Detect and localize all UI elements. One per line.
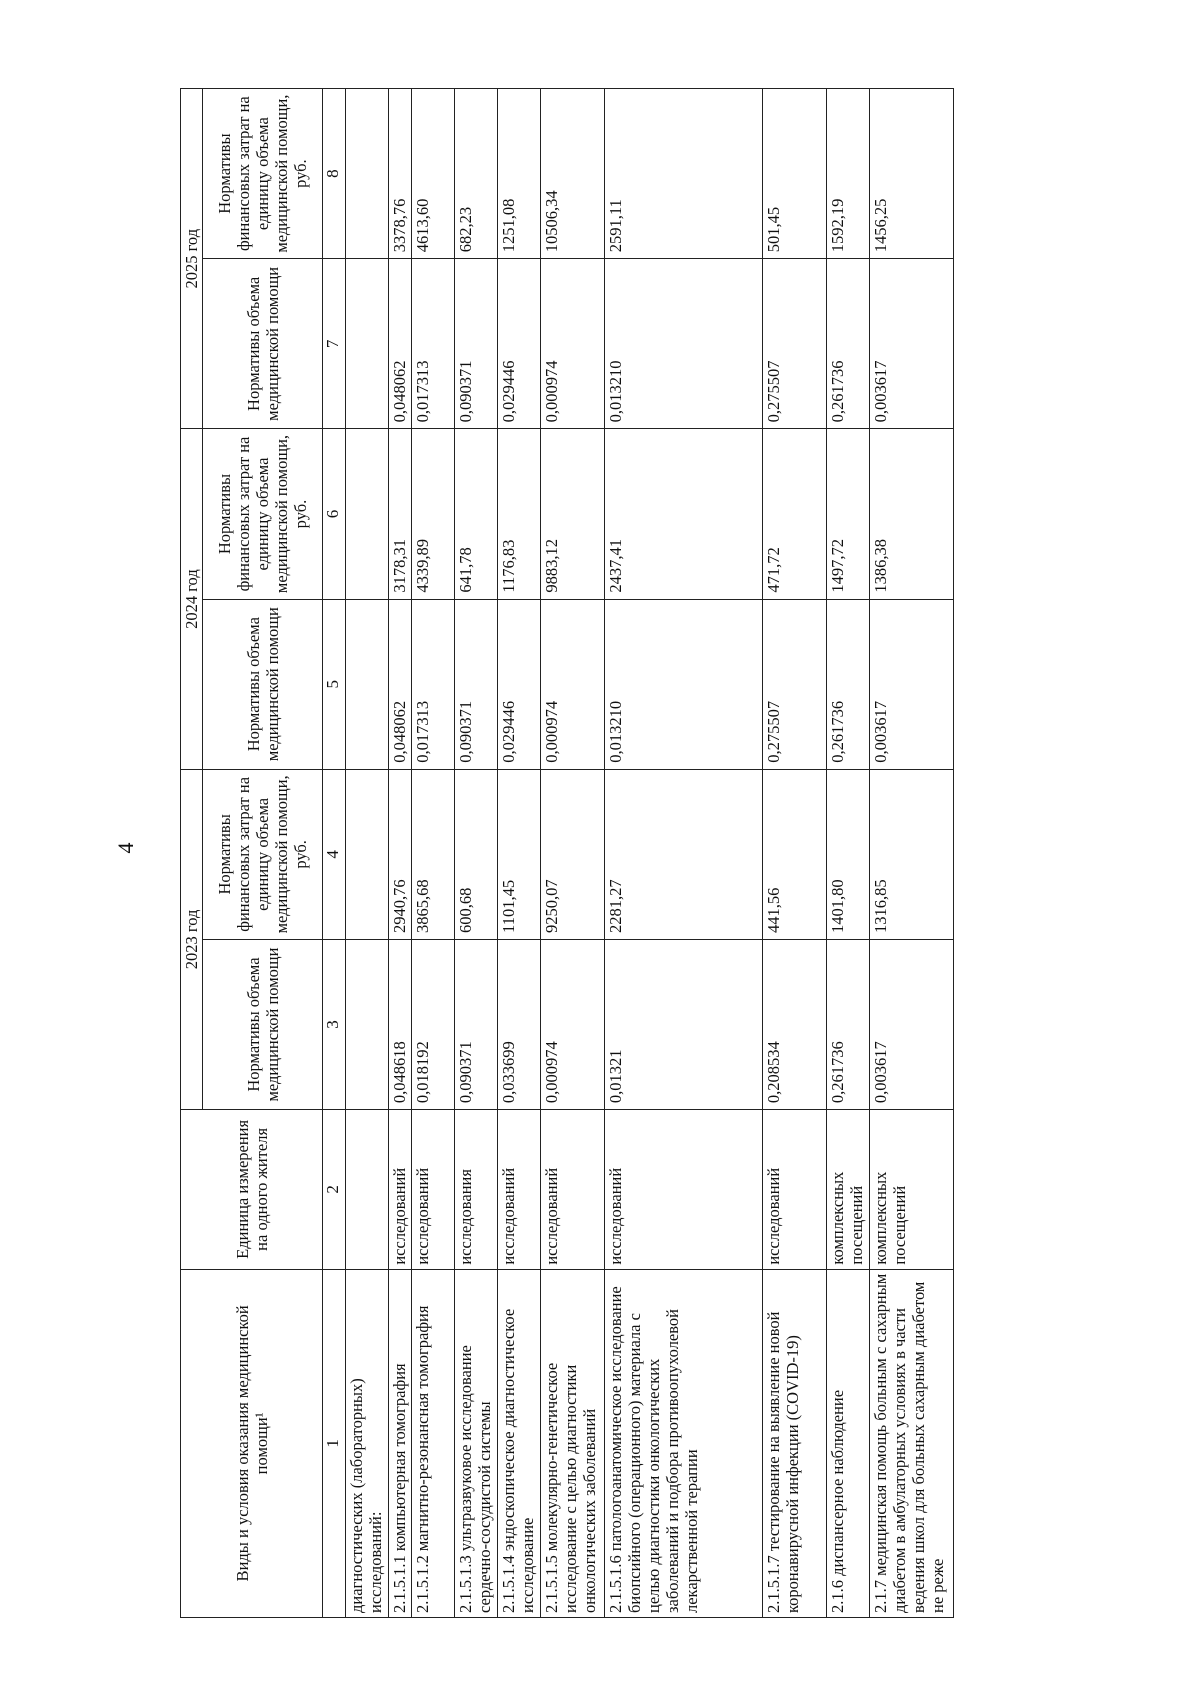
- volume-2025-cell: 0,000974: [541, 259, 605, 429]
- volume-2025-cell: 0,029446: [498, 259, 541, 429]
- cost-2023-cell: 9250,07: [541, 769, 605, 939]
- table-row: [346, 89, 389, 1618]
- volume-2024-cell: 0,275507: [763, 599, 827, 769]
- table-row: [763, 89, 827, 1618]
- volume-2025-cell: 0,003617: [870, 259, 954, 429]
- volume-2023-cell: 0,01321: [605, 939, 763, 1109]
- volume-2024-cell: 0,261736: [827, 599, 870, 769]
- header-care-types: Виды и условия оказания медицинской помощи¹: [181, 1269, 323, 1617]
- column-index: 3: [323, 939, 346, 1109]
- care-type-cell: 2.1.5.1.2 магнитно-резонансная томография: [412, 1269, 455, 1617]
- volume-2024-cell: [346, 599, 389, 769]
- volume-2024-cell: 0,029446: [498, 599, 541, 769]
- cost-2024-cell: 1497,72: [827, 429, 870, 599]
- unit-cell: исследований: [763, 1110, 827, 1270]
- volume-2025-cell: 0,275507: [763, 259, 827, 429]
- unit-cell: исследований: [389, 1110, 412, 1270]
- care-type-cell: 2.1.7 медицинская помощь больным с сахарным диабетом в амбулаторных условиях в части ведения школ для больных сахарным диабетом не реже: [870, 1269, 954, 1617]
- header-cost-2025: Нормативы финансовых затрат на единицу объема медицинской помощи, руб.: [203, 89, 323, 259]
- cost-2025-cell: 501,45: [763, 89, 827, 259]
- unit-cell: комплексных посещений: [827, 1110, 870, 1270]
- volume-2024-cell: 0,013210: [605, 599, 763, 769]
- header-year-2025: 2025 год: [181, 89, 203, 429]
- volume-2023-cell: 0,000974: [541, 939, 605, 1109]
- rotated-table-wrapper: [180, 88, 1185, 1618]
- cost-2023-cell: 441,56: [763, 769, 827, 939]
- unit-cell: комплексных посещений: [870, 1110, 954, 1270]
- volume-2024-cell: 0,000974: [541, 599, 605, 769]
- header-year-2023: 2023 год: [181, 769, 203, 1109]
- cost-2025-cell: 1456,25: [870, 89, 954, 259]
- cost-2024-cell: 1386,38: [870, 429, 954, 599]
- column-index: 6: [323, 429, 346, 599]
- cost-2025-cell: 3378,76: [389, 89, 412, 259]
- column-index: 4: [323, 769, 346, 939]
- volume-2025-cell: 0,048062: [389, 259, 412, 429]
- care-type-cell: 2.1.5.1.6 патологоанатомическое исследование биопсийного (операционного) материала с целью диагностики онкологических заболеваний и подбора противоопухолевой лекарственной терапии: [605, 1269, 763, 1617]
- volume-2023-cell: 0,261736: [827, 939, 870, 1109]
- column-index: 7: [323, 259, 346, 429]
- cost-2023-cell: 1401,80: [827, 769, 870, 939]
- volume-2023-cell: 0,208534: [763, 939, 827, 1109]
- volume-2024-cell: 0,048062: [389, 599, 412, 769]
- care-type-cell: 2.1.5.1.5 молекулярно-генетическое исследование с целью диагностики онкологических заболеваний: [541, 1269, 605, 1617]
- care-type-cell: 2.1.6 диспансерное наблюдение: [827, 1269, 870, 1617]
- volume-2023-cell: 0,003617: [870, 939, 954, 1109]
- cost-2023-cell: 1101,45: [498, 769, 541, 939]
- volume-2025-cell: 0,090371: [455, 259, 498, 429]
- table-row: [827, 89, 870, 1618]
- care-type-cell: 2.1.5.1.4 эндоскопическое диагностическое исследование: [498, 1269, 541, 1617]
- header-cost-2023: Нормативы финансовых затрат на единицу объема медицинской помощи, руб.: [203, 769, 323, 939]
- cost-2025-cell: 1251,08: [498, 89, 541, 259]
- cost-2023-cell: 1316,85: [870, 769, 954, 939]
- unit-cell: исследований: [498, 1110, 541, 1270]
- table-row: [498, 89, 541, 1618]
- cost-2025-cell: 10506,34: [541, 89, 605, 259]
- header-volume-2024: Нормативы объема медицинской помощи: [203, 599, 323, 769]
- cost-2024-cell: [346, 429, 389, 599]
- volume-2025-cell: 0,017313: [412, 259, 455, 429]
- cost-2024-cell: 4339,89: [412, 429, 455, 599]
- cost-2023-cell: [346, 769, 389, 939]
- table-row: [870, 89, 954, 1618]
- norms-table: [180, 88, 954, 1618]
- header-unit: Единица измерения на одного жителя: [181, 1110, 323, 1270]
- volume-2024-cell: 0,017313: [412, 599, 455, 769]
- cost-2025-cell: 4613,60: [412, 89, 455, 259]
- volume-2023-cell: 0,018192: [412, 939, 455, 1109]
- volume-2023-cell: 0,033699: [498, 939, 541, 1109]
- header-year-2024: 2024 год: [181, 429, 203, 769]
- cost-2023-cell: 600,68: [455, 769, 498, 939]
- cost-2025-cell: 682,23: [455, 89, 498, 259]
- cost-2023-cell: 2281,27: [605, 769, 763, 939]
- cost-2024-cell: 641,78: [455, 429, 498, 599]
- page-number: 4: [113, 842, 138, 854]
- cost-2024-cell: 3178,31: [389, 429, 412, 599]
- column-index: 1: [323, 1269, 346, 1617]
- table-row: [605, 89, 763, 1618]
- unit-cell: исследований: [541, 1110, 605, 1270]
- unit-cell: [346, 1110, 389, 1270]
- volume-2025-cell: 0,013210: [605, 259, 763, 429]
- table-row: [389, 89, 412, 1618]
- care-type-cell: диагностических (лабораторных) исследований:: [346, 1269, 389, 1617]
- volume-2023-cell: 0,048618: [389, 939, 412, 1109]
- cost-2024-cell: 2437,41: [605, 429, 763, 599]
- volume-2023-cell: 0,090371: [455, 939, 498, 1109]
- header-volume-2023: Нормативы объема медицинской помощи: [203, 939, 323, 1109]
- cost-2025-cell: [346, 89, 389, 259]
- unit-cell: исследований: [412, 1110, 455, 1270]
- table-row: [541, 89, 605, 1618]
- header-cost-2024: Нормативы финансовых затрат на единицу объема медицинской помощи, руб.: [203, 429, 323, 599]
- cost-2023-cell: 2940,76: [389, 769, 412, 939]
- column-index: 8: [323, 89, 346, 259]
- column-index: 5: [323, 599, 346, 769]
- cost-2025-cell: 1592,19: [827, 89, 870, 259]
- column-index-row: [323, 89, 346, 1618]
- table-row: [455, 89, 498, 1618]
- volume-2025-cell: [346, 259, 389, 429]
- care-type-cell: 2.1.5.1.7 тестирование на выявление новой коронавирусной инфекции (COVID-19): [763, 1269, 827, 1617]
- table-row: [412, 89, 455, 1618]
- cost-2023-cell: 3865,68: [412, 769, 455, 939]
- cost-2024-cell: 471,72: [763, 429, 827, 599]
- unit-cell: исследования: [455, 1110, 498, 1270]
- volume-2023-cell: [346, 939, 389, 1109]
- header-volume-2025: Нормативы объема медицинской помощи: [203, 259, 323, 429]
- volume-2025-cell: 0,261736: [827, 259, 870, 429]
- cost-2025-cell: 2591,11: [605, 89, 763, 259]
- care-type-cell: 2.1.5.1.3 ультразвуковое исследование сердечно-сосудистой системы: [455, 1269, 498, 1617]
- volume-2024-cell: 0,003617: [870, 599, 954, 769]
- cost-2024-cell: 9883,12: [541, 429, 605, 599]
- volume-2024-cell: 0,090371: [455, 599, 498, 769]
- cost-2024-cell: 1176,83: [498, 429, 541, 599]
- unit-cell: исследований: [605, 1110, 763, 1270]
- column-index: 2: [323, 1110, 346, 1270]
- care-type-cell: 2.1.5.1.1 компьютерная томография: [389, 1269, 412, 1617]
